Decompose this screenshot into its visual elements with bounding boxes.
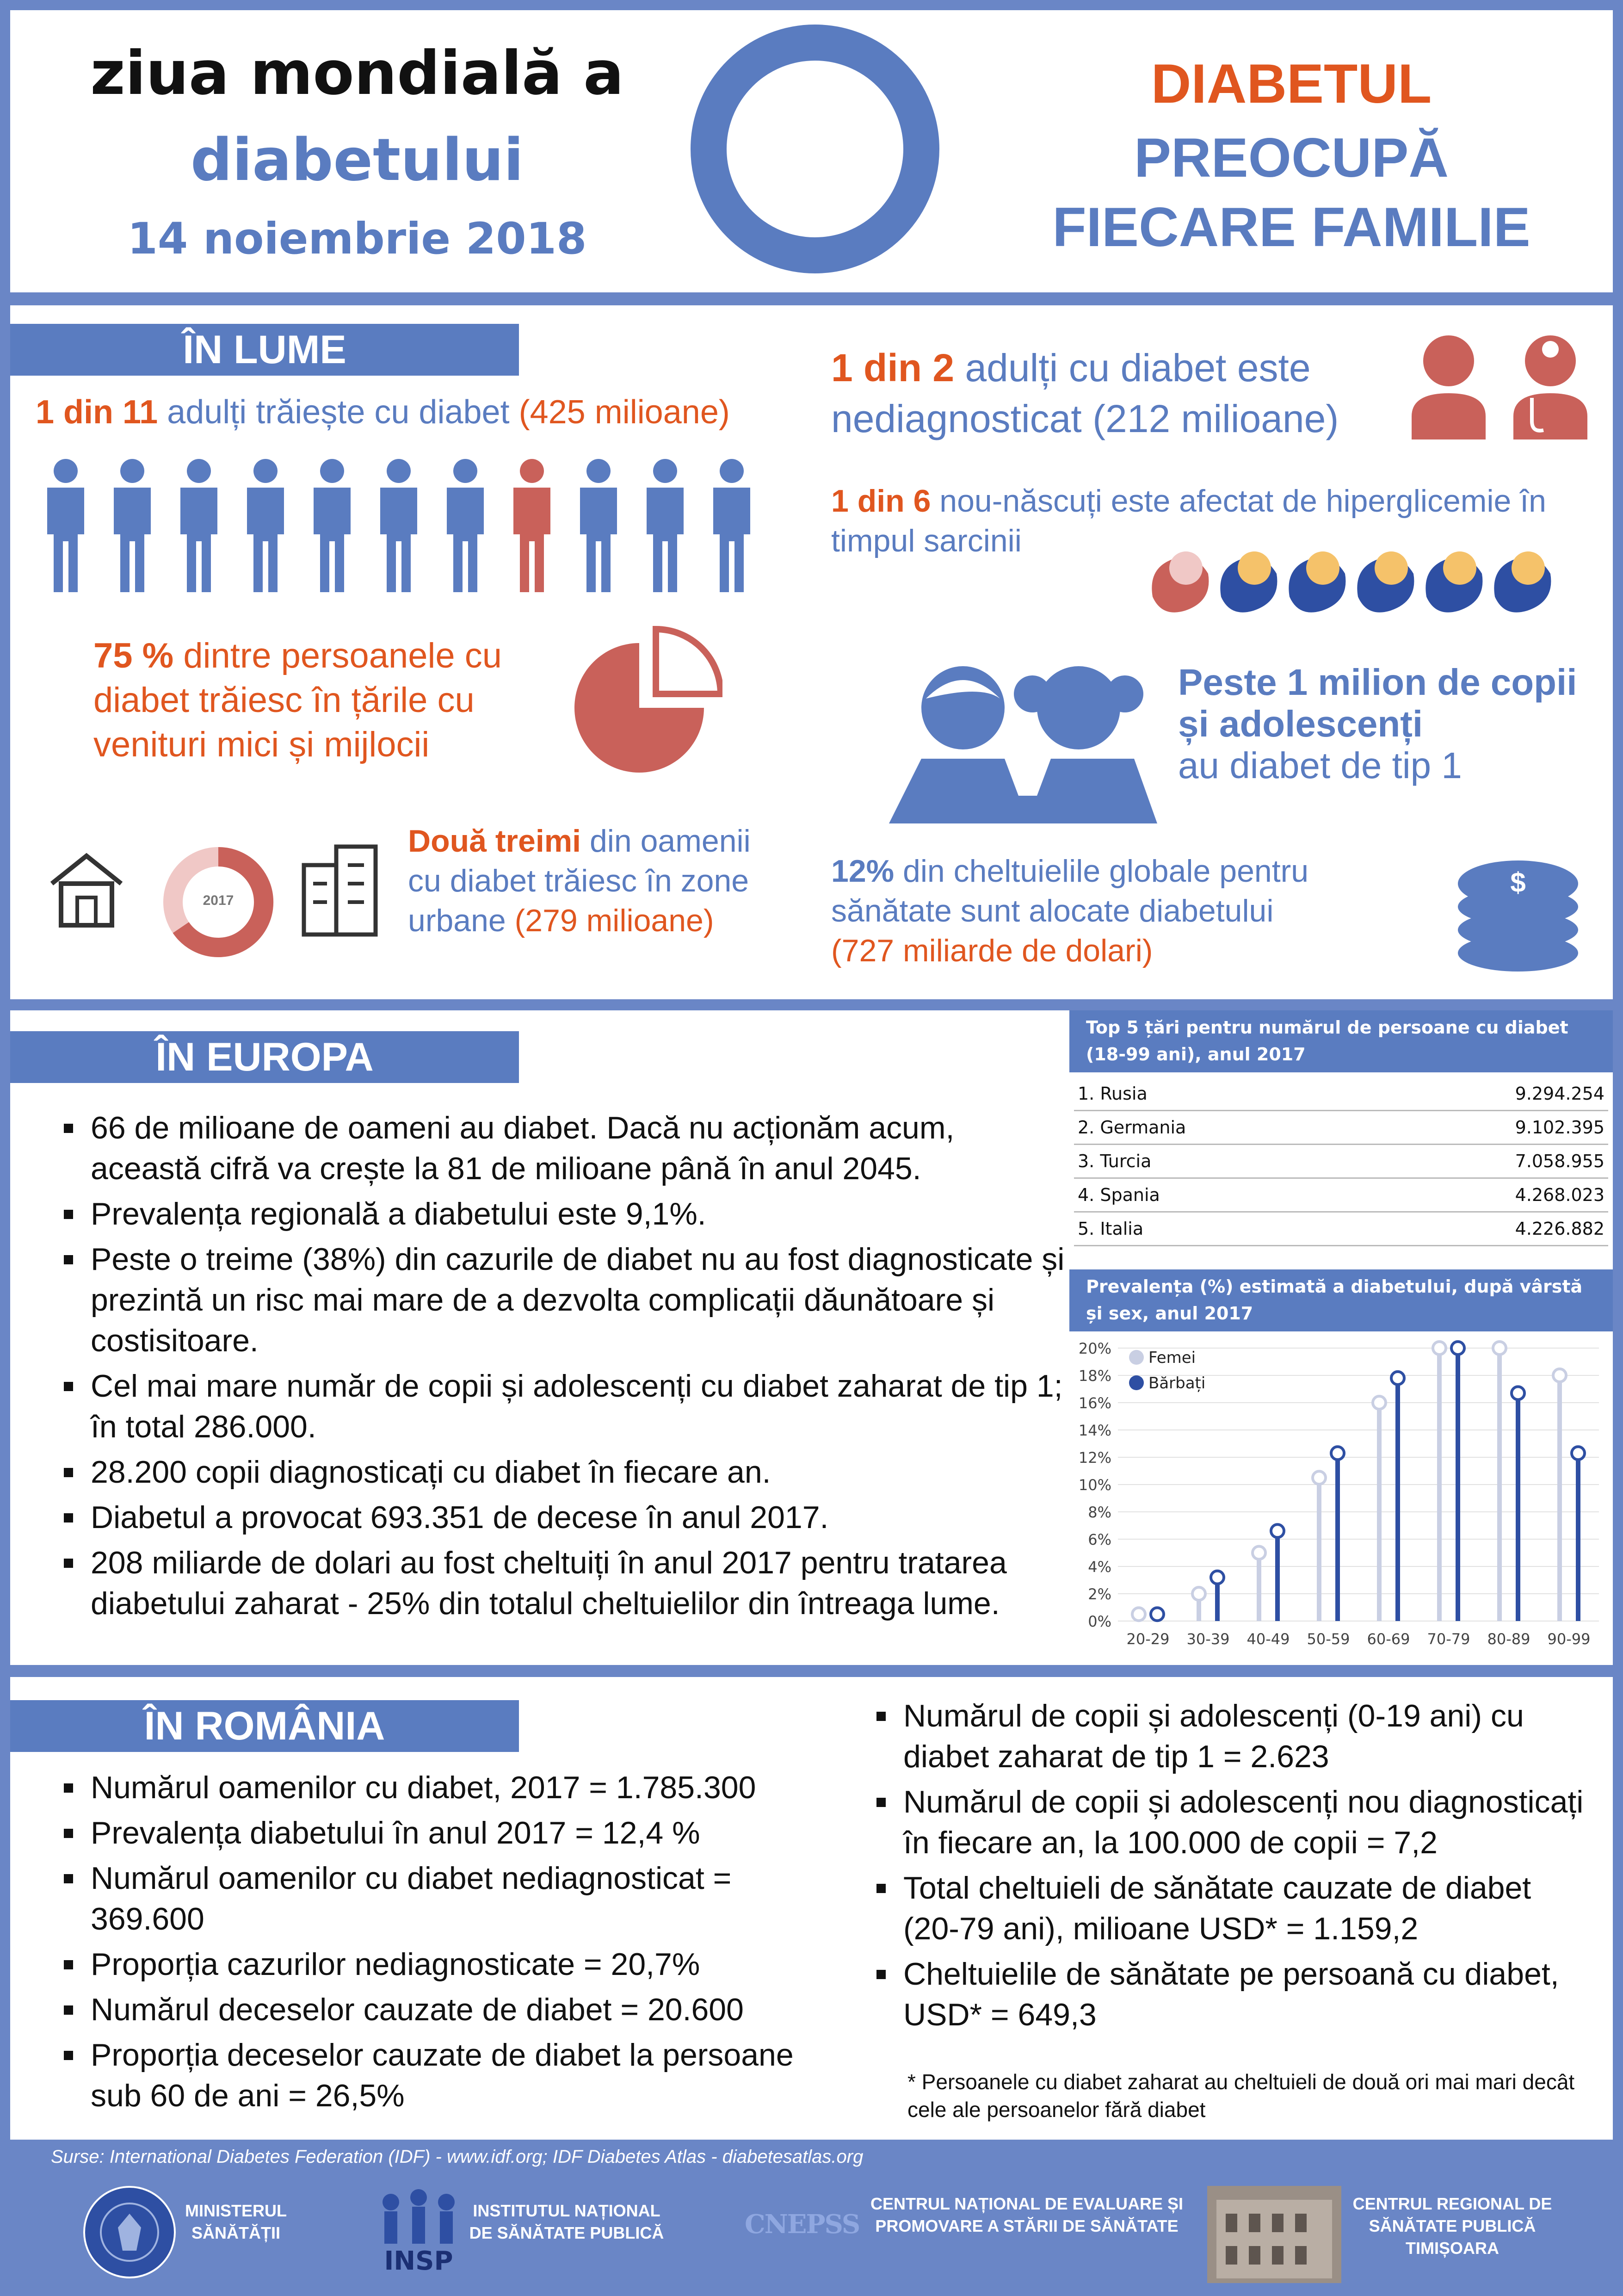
x-tick-label: 70-79 <box>1427 1630 1470 1648</box>
person-icon <box>247 459 284 592</box>
person-icon <box>713 459 750 592</box>
europe-heading: ÎN EUROPA <box>10 1031 519 1083</box>
blue-circle-icon <box>685 19 944 278</box>
y-tick-label: 14% <box>1078 1422 1111 1439</box>
prevalence-chart-title: Prevalența (%) estimată a diabetului, după vârstă și sex, anul 2017 <box>1069 1269 1613 1331</box>
baby-icon <box>1152 551 1209 613</box>
y-tick-label: 2% <box>1088 1585 1111 1603</box>
x-tick-label: 30-39 <box>1186 1630 1230 1648</box>
bar-marker <box>1132 1608 1145 1621</box>
bar-marker <box>1572 1447 1585 1460</box>
patient-doctor-icon <box>1407 328 1601 439</box>
bar-marker <box>1433 1342 1446 1355</box>
romania-bullet: Proporția cazurilor nediagnosticate = 20,7% <box>60 1944 846 1985</box>
children-icon <box>880 657 1166 823</box>
person-icon <box>47 459 84 592</box>
x-tick-label: 20-29 <box>1126 1630 1170 1648</box>
header-date: 14 noiembrie 2018 <box>127 214 587 264</box>
legend-swatch <box>1129 1350 1144 1365</box>
table-row: 1. Rusia 9.294.254 <box>1074 1077 1608 1111</box>
person-icon <box>180 459 217 592</box>
bar-marker <box>1271 1524 1284 1537</box>
y-tick-label: 6% <box>1088 1531 1111 1548</box>
romania-bullet: Numărul deceselor cauzate de diabet = 20.600 <box>60 1989 846 2030</box>
person-icon <box>513 459 550 592</box>
world-stat-one-in-two: 1 din 2 adulți cu diabet este nediagnosticat (212 milioane) <box>831 346 1339 440</box>
table-row: 2. Germania 9.102.395 <box>1074 1111 1608 1145</box>
romania-bullet: Proporția deceselor cauzate de diabet la persoane sub 60 de ani = 26,5% <box>60 2035 846 2116</box>
y-tick-label: 16% <box>1078 1394 1111 1412</box>
person-icon <box>580 459 617 592</box>
y-tick-label: 0% <box>1088 1613 1111 1630</box>
romania-right-bullets <box>873 1696 1594 2040</box>
romania-panel <box>10 1677 1613 2140</box>
y-tick-label: 20% <box>1078 1340 1111 1357</box>
bar-marker <box>1451 1342 1464 1355</box>
header-panel <box>10 10 1613 292</box>
person-icon <box>380 459 417 592</box>
romania-left-bullets <box>60 1767 846 2121</box>
donut-label: 2017 <box>203 893 234 908</box>
bar-marker <box>1553 1369 1566 1382</box>
bar-marker <box>1211 1571 1224 1584</box>
y-tick-label: 12% <box>1078 1449 1111 1467</box>
coins-icon <box>1449 847 1587 976</box>
logo-cnepss-text: CENTRUL NAȚIONAL DE EVALUARE ȘI PROMOVARE A STĂRII DE SĂNĂTATE <box>870 2194 1184 2235</box>
baby-icon <box>1220 551 1277 613</box>
x-tick-label: 90-99 <box>1547 1630 1591 1648</box>
x-tick-label: 80-89 <box>1487 1630 1530 1648</box>
europe-bullet: Diabetul a provocat 693.351 de decese în anul 2017. <box>60 1497 1068 1538</box>
x-tick-label: 40-49 <box>1247 1630 1290 1648</box>
baby-icon <box>1426 551 1482 613</box>
babies-row <box>1148 541 1564 625</box>
romania-bullet: Numărul de copii și adolescenți nou diagnosticați în fiecare an, la 100.000 de copii = 7,2 <box>873 1782 1594 1863</box>
x-tick-label: 60-69 <box>1367 1630 1410 1648</box>
legend-label: Bărbați <box>1148 1374 1206 1392</box>
legend-swatch <box>1129 1375 1144 1390</box>
baby-icon <box>1494 551 1551 613</box>
top5-table-title: Top 5 țări pentru numărul de persoane cu diabet (18-99 ani), anul 2017 <box>1069 1010 1613 1072</box>
world-stat-one-in-six: 1 din 6 nou-născuți este afectat de hiperglicemie în timpul sarcinii <box>831 483 1546 558</box>
header-line1: ziua mondială a <box>90 38 624 108</box>
top5-table <box>1074 1077 1608 1246</box>
building-photo-icon <box>1207 2186 1341 2283</box>
bar-marker <box>1512 1386 1524 1399</box>
europe-bullet: 66 de milioane de oameni au diabet. Dacă nu acționăm acum, această cifră va crește la 81 de milioane până în anul 2045. <box>60 1108 1068 1189</box>
person-icon <box>447 459 484 592</box>
world-stat-one-in-eleven: 1 din 11 adulți trăiește cu diabet (425 milioane) <box>36 394 730 431</box>
romania-bullet: Numărul oamenilor cu diabet, 2017 = 1.785.300 <box>60 1767 846 1808</box>
romania-bullet: Cheltuielile de sănătate pe persoană cu diabet, USD* = 649,3 <box>873 1954 1594 2035</box>
people-row <box>43 458 783 597</box>
baby-icon <box>1289 551 1345 613</box>
europe-bullet: 208 miliarde de dolari au fost cheltuiți în anul 2017 pentru tratarea diabetului zaharat - 25% din totalul cheltuielilor din întreaga lume. <box>60 1542 1068 1624</box>
romania-footnote: * Persoanele cu diabet zaharat au cheltuieli de două ori mai mari decât cele ale persoanelor fără diabet <box>907 2070 1575 2122</box>
x-tick-label: 50-59 <box>1307 1630 1350 1648</box>
logo-insp-text: INSTITUTUL NAȚIONAL DE SĂNĂTATE PUBLICĂ <box>469 2201 664 2242</box>
person-icon <box>114 459 151 592</box>
romania-bullet: Prevalența diabetului în anul 2017 = 12,4 % <box>60 1813 846 1853</box>
world-stat-children: Peste 1 milion de copii și adolescenți au diabet de tip 1 <box>1178 662 1577 786</box>
slogan-line1: DIABETUL <box>1151 53 1432 115</box>
europe-bullet: 28.200 copii diagnosticați cu diabet în fiecare an. <box>60 1452 1068 1492</box>
table-row: 4. Spania 4.268.023 <box>1074 1178 1608 1212</box>
bar-marker <box>1313 1471 1326 1484</box>
bar-marker <box>1151 1608 1164 1621</box>
world-stat-75-percent: 75 % dintre persoanele cu diabet trăiesc în țările cu venituri mici și mijlocii <box>93 636 502 764</box>
person-icon <box>314 459 351 592</box>
table-row: 3. Turcia 7.058.955 <box>1074 1145 1608 1178</box>
world-heading: ÎN LUME <box>10 324 519 376</box>
europe-panel <box>10 1010 1613 1665</box>
romania-bullet: Numărul de copii și adolescenți (0-19 ani) cu diabet zaharat de tip 1 = 2.623 <box>873 1696 1594 1777</box>
header-line2: diabetului <box>190 126 524 194</box>
bar-marker <box>1373 1396 1386 1409</box>
svg-text:$: $ <box>1510 867 1526 898</box>
bar-marker <box>1493 1342 1506 1355</box>
europe-bullet: Peste o treime (38%) din cazurile de diabet nu au fost diagnosticate și prezintă un risc mai mare de a dezvolta complicații dăunătoare și costisitoare. <box>60 1239 1068 1361</box>
house-icon <box>47 851 126 930</box>
city-buildings-icon <box>295 837 387 939</box>
insp-abbr: INSP <box>384 2246 453 2276</box>
slogan-line2: PREOCUPĂ <box>1134 127 1449 189</box>
europe-bullet: Prevalența regională a diabetului este 9,1%. <box>60 1194 1068 1234</box>
legend-label: Femei <box>1148 1349 1196 1367</box>
baby-icon <box>1357 551 1414 613</box>
bar-marker <box>1331 1447 1344 1460</box>
romania-bullet: Total cheltuieli de sănătate cauzate de diabet (20-79 ani), milioane USD* = 1.159,2 <box>873 1868 1594 1949</box>
slogan-line3: FIECARE FAMILIE <box>1052 196 1530 258</box>
logo-ministry-text: MINISTERUL SĂNĂTĂȚII <box>185 2201 287 2242</box>
romania-bullet: Numărul oamenilor cu diabet nediagnosticat = 369.600 <box>60 1858 846 1939</box>
pie-icon <box>565 625 722 782</box>
world-panel <box>10 305 1613 999</box>
y-tick-label: 10% <box>1078 1476 1111 1494</box>
bar-marker <box>1391 1372 1404 1385</box>
romania-heading: ÎN ROMÂNIA <box>10 1700 519 1752</box>
europe-bullets <box>60 1108 1068 1628</box>
bar-marker <box>1192 1587 1205 1600</box>
world-stat-two-thirds: Două treimi din oamenii cu diabet trăiesc în zone urbane (279 milioane) <box>408 823 751 938</box>
logo-crsp-text: CENTRUL REGIONAL DE SĂNĂTATE PUBLICĂ TIMIȘOARA <box>1352 2194 1552 2258</box>
europe-bullet: Cel mai mare număr de copii și adolescenți cu diabet zaharat de tip 1; în total 286.000. <box>60 1366 1068 1447</box>
cnepss-abbr: CNEPSS <box>745 2209 860 2240</box>
ministry-seal-icon <box>81 2184 178 2281</box>
table-row: 5. Italia 4.226.882 <box>1074 1212 1608 1246</box>
y-tick-label: 8% <box>1088 1504 1111 1521</box>
bar-marker <box>1253 1547 1265 1560</box>
y-tick-label: 4% <box>1088 1558 1111 1576</box>
person-icon <box>647 459 684 592</box>
y-tick-label: 18% <box>1078 1367 1111 1385</box>
world-stat-12-percent: 12% din cheltuielile globale pentru sănătate sunt alocate diabetului (727 miliarde de dolari) <box>831 854 1309 968</box>
sources-text: Surse: International Diabetes Federation (IDF) - www.idf.org; IDF Diabetes Atlas - diabetesatlas.org <box>51 2147 864 2167</box>
prevalence-chart <box>1069 1334 1613 1658</box>
